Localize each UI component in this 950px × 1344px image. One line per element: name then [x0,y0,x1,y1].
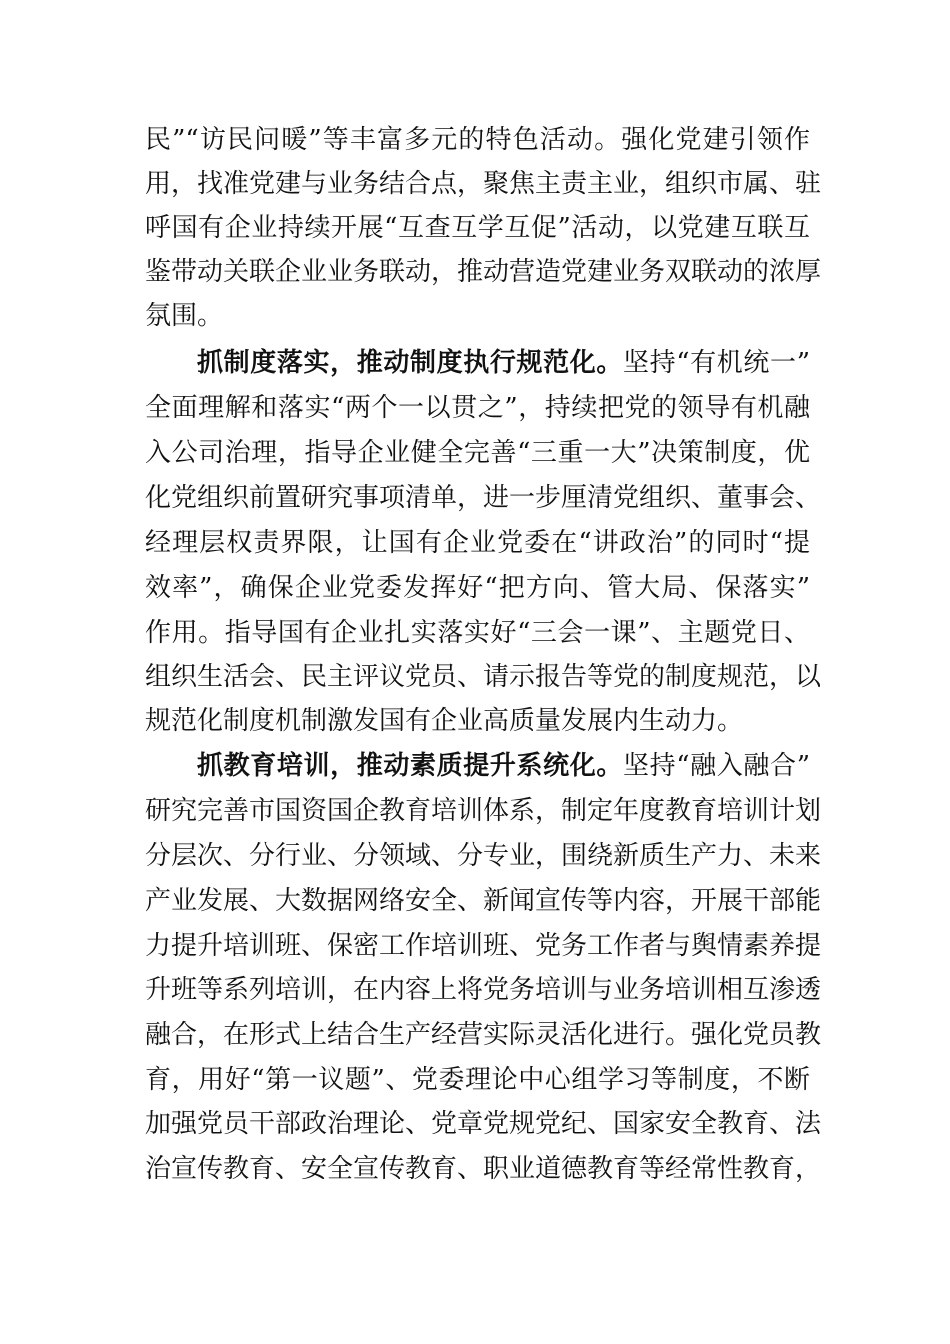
paragraph-text: 坚持“融入融合” [623,751,810,781]
paragraph-line: 民”“访民问暖”等丰富多元的特色活动。强化党建引领作 [145,125,810,155]
paragraph-line: 升班等系列培训，在内容上将党务培训与业务培训相互渗透 [145,975,822,1005]
paragraph-line: 育，用好“第一议题”、党委理论中心组学习等制度，不断 [145,1065,810,1095]
paragraph-line: 效率”，确保企业党委发挥好“把方向、管大局、保落实” [145,573,810,603]
paragraph-line: 研究完善市国资国企教育培训体系，制定年度教育培训计划 [145,796,822,826]
paragraph-line: 鉴带动关联企业业务联动，推动营造党建业务双联动的浓厚 [145,257,822,287]
paragraph-line: 分层次、分行业、分领域、分专业，围绕新质生产力、未来 [145,841,822,871]
paragraph-line: 全面理解和落实“两个一以贯之”，持续把党的领导有机融 [145,393,810,423]
paragraph-first-line [197,744,810,788]
paragraph-line: 作用。指导国有企业扎实落实好“三会一课”、主题党日、 [145,618,810,648]
paragraph-line: 呼国有企业持续开展“互查互学互促”活动，以党建互联互 [145,213,810,243]
paragraph-line: 规范化制度机制激发国有企业高质量发展内生动力。 [145,706,744,736]
paragraph-text: 坚持“有机统一” [623,348,810,378]
paragraph-line: 化党组织前置研究事项清单，进一步厘清党组织、董事会、 [145,483,822,513]
paragraph-line: 用，找准党建与业务结合点，聚焦主责主业，组织市属、驻 [145,169,822,199]
paragraph-line: 经理层权责界限，让国有企业党委在“讲政治”的同时“提 [145,528,810,558]
paragraph-line: 力提升培训班、保密工作培训班、党务工作者与舆情素养提 [145,931,822,961]
paragraph-line: 治宣传教育、安全宣传教育、职业道德教育等经常性教育， [145,1154,822,1184]
paragraph-line: 组织生活会、民主评议党员、请示报告等党的制度规范，以 [145,662,822,692]
paragraph-first-line [197,341,810,385]
paragraph-line: 氛围。 [145,301,224,331]
paragraph-line: 产业发展、大数据网络安全、新闻宣传等内容，开展干部能 [145,886,822,916]
paragraph-line: 融合，在形式上结合生产经营实际灵活化进行。强化党员教 [145,1020,822,1050]
section-heading: 抓教育培训，推动素质提升系统化。 [197,751,624,781]
section-heading: 抓制度落实，推动制度执行规范化。 [197,348,624,378]
paragraph-line: 加强党员干部政治理论、党章党规党纪、国家安全教育、法 [145,1109,822,1139]
paragraph-line: 入公司治理，指导企业健全完善“三重一大”决策制度，优 [145,438,810,468]
